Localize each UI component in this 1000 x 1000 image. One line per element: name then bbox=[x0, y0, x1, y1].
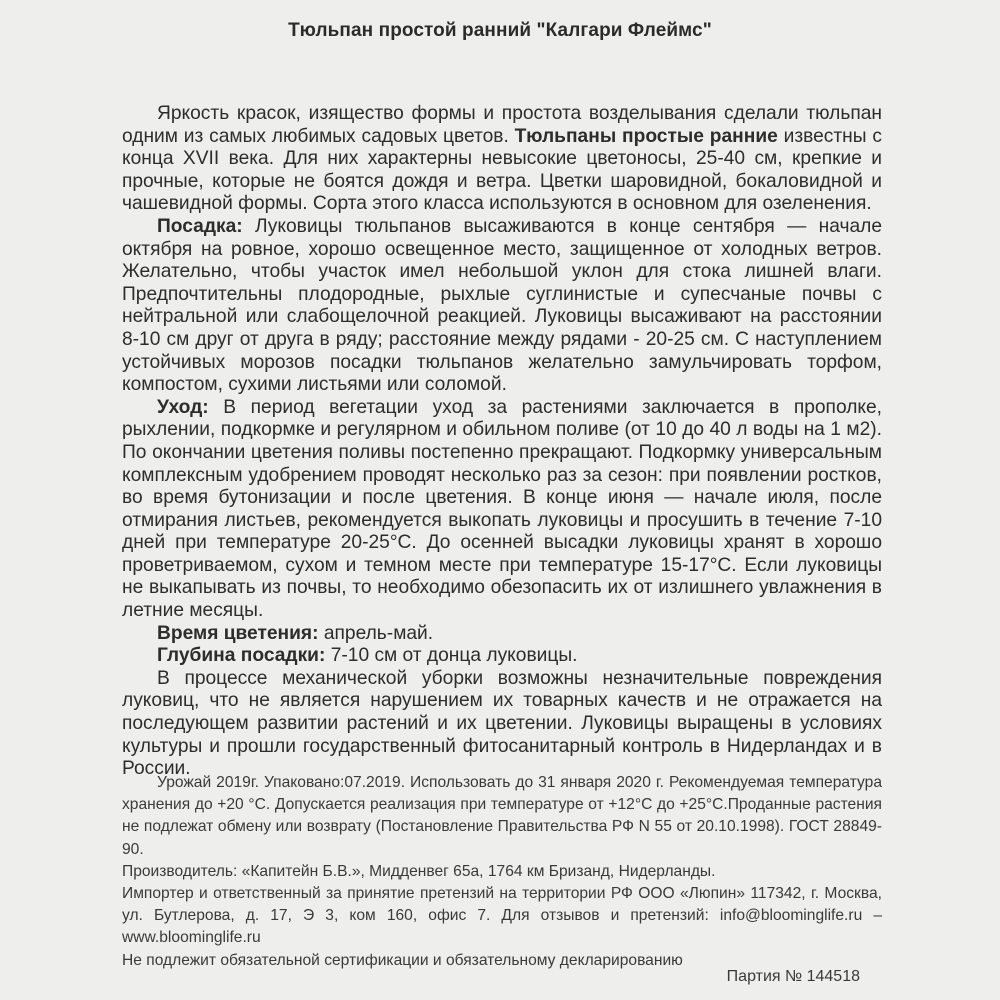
bloom-label: Время цветения: bbox=[157, 622, 319, 644]
planting-paragraph bbox=[122, 216, 882, 397]
footer-info bbox=[122, 772, 882, 972]
care-text: В период вегетации уход за растениями заключается в прополке, рыхлении, подкормке и регулярном и обильном поливе (от 10 до 40 л воды на 1 м2). По окончании цветения поливы постепенно прекращают. Подкормку универсальным комплексным удобрением проводят несколько раз за сезон: при появлении ростков, во время бутонизации и после цветения. В конце июня — начале июля, после отмирания листьев, рекомендуется выкопать луковицы и просушить в течение 7-10 дней при температуре 20-25°С. До осенней высадки луковицы хранят в хорошо проветриваемом, сухом и темном месте при температуре 15-17°С. Если луковицы не выкапывать из почвы, то необходимо обезопасить их от излишнего увлажнения в летние месяцы. bbox=[122, 396, 882, 622]
planting-text: Луковицы тюльпанов высаживаются в конце сентября — начале октября на ровное, хорошо освещенное место, защищенное от холодных ветров. Желательно, чтобы участок имел небольшой уклон для стока лишней влаги. Предпочтительны плодородные, рыхлые суглинистые и супесчаные почвы с нейтральной или слабощелочной реакцией. Луковицы высаживают на расстоянии 8-10 см друг от друга в ряду; расстояние между рядами - 20-25 см. С наступлением устойчивых морозов посадки тюльпанов желательно замульчировать торфом, компостом, сухими листьями или соломой. bbox=[122, 215, 882, 396]
batch-number: Партия № 144518 bbox=[726, 968, 860, 985]
intro-bold-term: Тюльпаны простые ранние bbox=[514, 125, 778, 147]
care-label: Уход: bbox=[157, 396, 209, 418]
intro-text-1: Яркость красок, изящество формы и простота возделывания сделали тюльпан одним из самых любимых садовых цветов. bbox=[122, 103, 882, 147]
bloom-value: апрель-май. bbox=[318, 622, 434, 644]
description-body bbox=[122, 103, 882, 781]
manufacturer-info: Производитель: «Капитейн Б.В.», Мидденвег 65а, 1764 км Бризанд, Нидерланды. bbox=[122, 862, 716, 880]
intro-paragraph bbox=[122, 103, 882, 216]
depth-label: Глубина посадки: bbox=[157, 645, 326, 667]
intro-text-2: известны с конца XVII века. Для них характерны невысокие цветоносы, 25-40 см, крепкие и прочные, которые не боятся дождя и ветра. Цветки шаровидной, бокаловидной и чашевидной формы. Сорта этого класса используются в основном для озеленения. bbox=[122, 125, 882, 215]
importer-info: Импортер и ответственный за принятие претензий на территории РФ ООО «Люпин» 117342, г. Москва, ул. Бутлерова, д. 17, Э 3, ком 160, офис 7. Для отзывов и претензий: info@bloominglife.ru – www.bloominglife.ru bbox=[122, 885, 882, 947]
bloom-time-line bbox=[122, 623, 882, 646]
planting-label: Посадка: bbox=[157, 215, 243, 237]
damage-note-paragraph: В процессе механической уборки возможны незначительные повреждения луковиц, что не является нарушением их товарных качеств и не отражается на последующем развитии растений и их цветении. Луковицы выращены в условиях культуры и прошли государственный фитосанитарный контроль в Нидерландах и в России. bbox=[122, 667, 882, 780]
harvest-info: Урожай 2019г. Упаковано:07.2019. Использовать до 31 января 2020 г. Рекомендуемая температура хранения до +20 °С. Допускается реализация при температуре от +12°С до +25°С.Проданные растения не подлежат обмену или возврату (Постановление Правительства РФ N 55 от 20.10.1998). ГОСТ 28849-90. bbox=[122, 774, 882, 858]
planting-depth-line bbox=[122, 645, 882, 668]
care-paragraph bbox=[122, 397, 882, 623]
certification-info: Не подлежит обязательной сертификации и обязательному декларированию bbox=[122, 951, 683, 969]
depth-value: 7-10 см от донца луковицы. bbox=[325, 645, 578, 667]
page-title: Тюльпан простой ранний "Калгари Флеймс" bbox=[288, 20, 712, 41]
